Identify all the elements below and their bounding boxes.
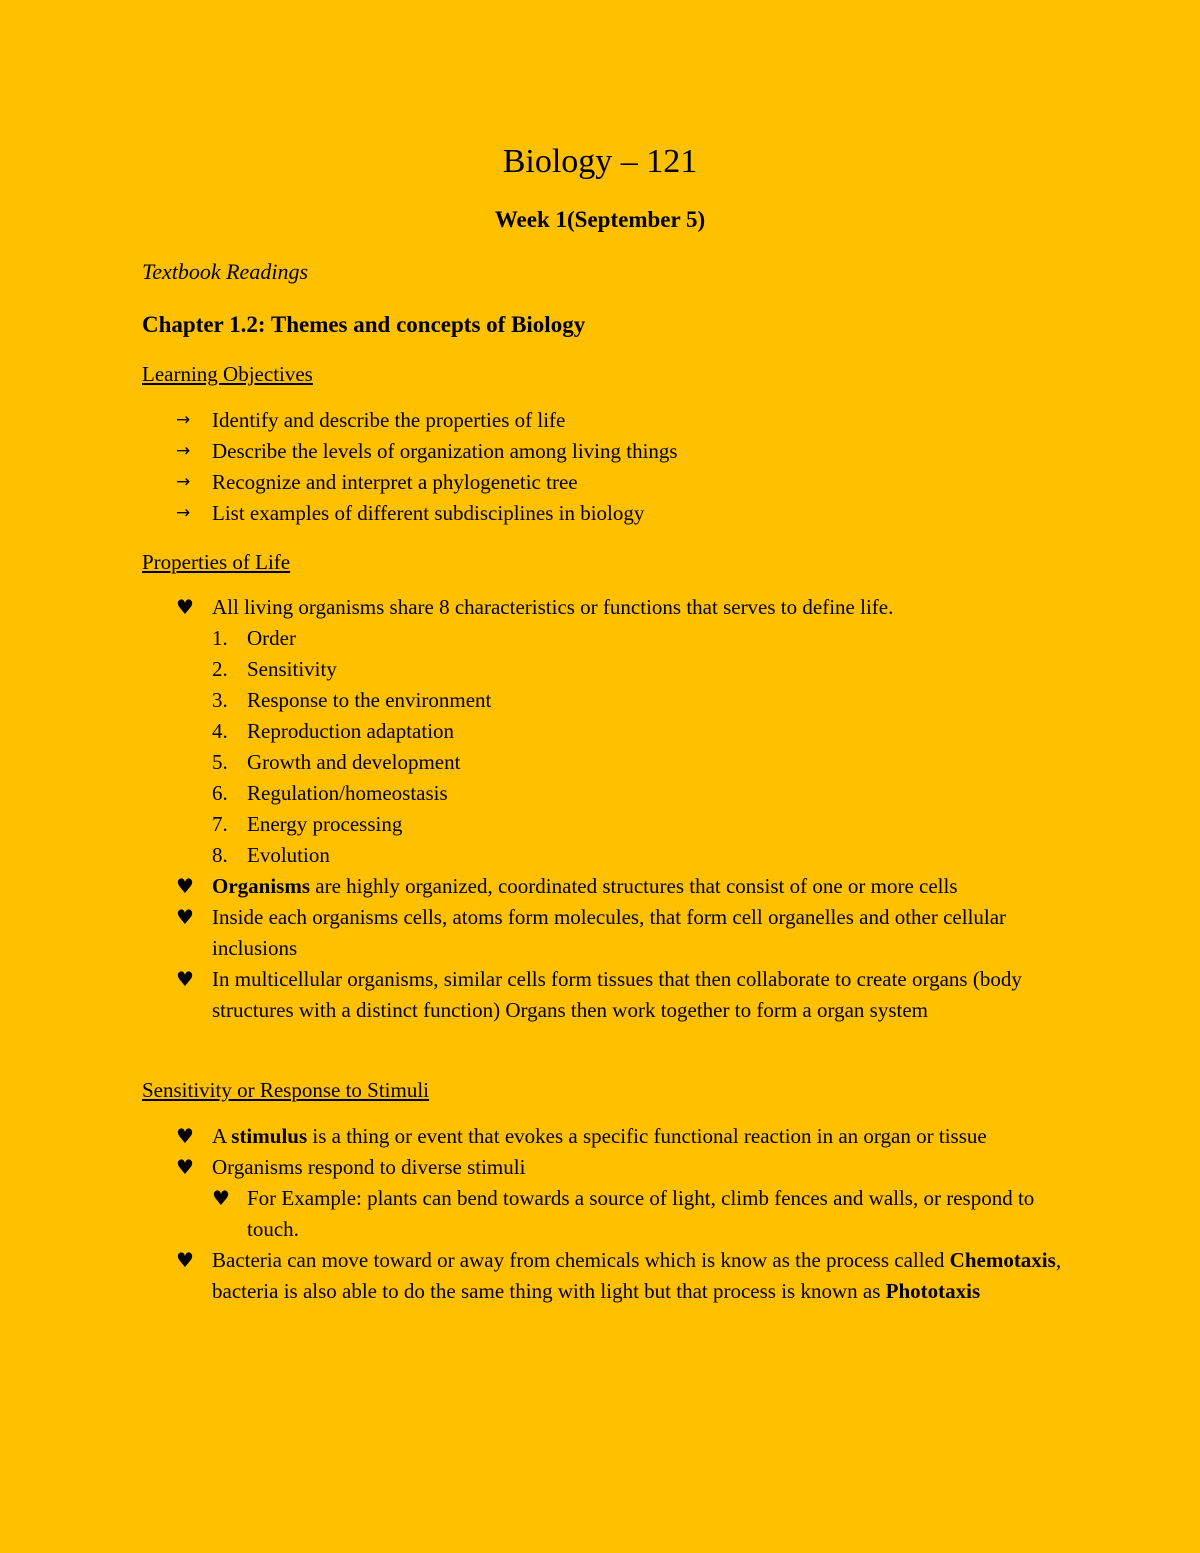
list-item: 2. Sensitivity [212, 657, 337, 681]
sensitivity-heading: Sensitivity or Response to Stimuli [142, 1078, 430, 1102]
list-item: ♥ Bacteria can move toward or away from chemicals which is know as the process called Chemotaxis, bacteria is also able to do the same thing with light but that process is known as Phototaxis [142, 1245, 1082, 1307]
list-item: 4. Reproduction adaptation [212, 719, 455, 743]
list-item: → Identify and describe the properties of life [142, 405, 678, 436]
list-item: ♥ Inside each organisms cells, atoms form molecules, that form cell organelles and other cellular inclusions [142, 902, 1082, 964]
examples-list [212, 1183, 1082, 1245]
chapter-heading: Chapter 1.2: Themes and concepts of Biology [142, 312, 586, 337]
properties-of-life-heading: Properties of Life [142, 550, 291, 574]
list-item: 8. Evolution [212, 843, 330, 867]
heart-icon: ♥ [176, 1124, 194, 1148]
heart-icon: ♥ [212, 1186, 230, 1210]
characteristics-list [212, 623, 1082, 871]
list-item: ♥ Organisms respond to diverse stimuli ♥ For Example: plants can bend towards a source of light, climb fences and walls, or respond to touch. [142, 1152, 1082, 1245]
heart-icon: ♥ [176, 967, 194, 991]
learning-objectives-heading: Learning Objectives [142, 362, 313, 386]
week-heading: Week 1(September 5) [494, 207, 706, 232]
list-item: ♥ Organisms are highly organized, coordinated structures that consist of one or more cells [142, 871, 1082, 902]
list-item: ♥ All living organisms share 8 characteristics or functions that serves to define life. 1. Order 2. Sensitivity 3. Response to the environment 4. Reproduction adaptation 5. Growth and development 6. Regulation/homeostasis 7. Energy processing 8. Evolution [142, 592, 1082, 871]
heart-icon: ♥ [176, 595, 194, 619]
arrow-icon: → [176, 503, 191, 523]
list-item: → Describe the levels of organization among living things [142, 436, 678, 467]
sensitivity-list [142, 1121, 1082, 1307]
arrow-icon: → [176, 410, 191, 430]
list-item: 7. Energy processing [212, 812, 403, 836]
readings-heading: Textbook Readings [142, 259, 308, 284]
arrow-icon: → [176, 472, 191, 492]
heart-icon: ♥ [176, 874, 194, 898]
learning-objectives-list [142, 405, 678, 529]
heart-icon: ♥ [176, 1248, 194, 1272]
arrow-icon: → [176, 441, 191, 461]
page-title: Biology – 121 [502, 143, 698, 180]
heart-icon: ♥ [176, 905, 194, 929]
list-item: 1. Order [212, 626, 296, 650]
heart-icon: ♥ [176, 1155, 194, 1179]
list-item: 6. Regulation/homeostasis [212, 781, 448, 805]
list-item: → Recognize and interpret a phylogenetic tree [142, 467, 678, 498]
list-item: 5. Growth and development [212, 750, 461, 774]
list-item: ♥ For Example: plants can bend towards a source of light, climb fences and walls, or respond to touch. [212, 1183, 1082, 1245]
list-item: ♥ A stimulus is a thing or event that evokes a specific functional reaction in an organ or tissue [142, 1121, 1082, 1152]
list-item: ♥ In multicellular organisms, similar cells form tissues that then collaborate to create organs (body structures with a distinct function) Organs then work together to form a organ system [142, 964, 1082, 1026]
list-item: → List examples of different subdisciplines in biology [142, 498, 678, 529]
properties-of-life-list [142, 592, 1082, 1026]
list-item: 3. Response to the environment [212, 688, 492, 712]
